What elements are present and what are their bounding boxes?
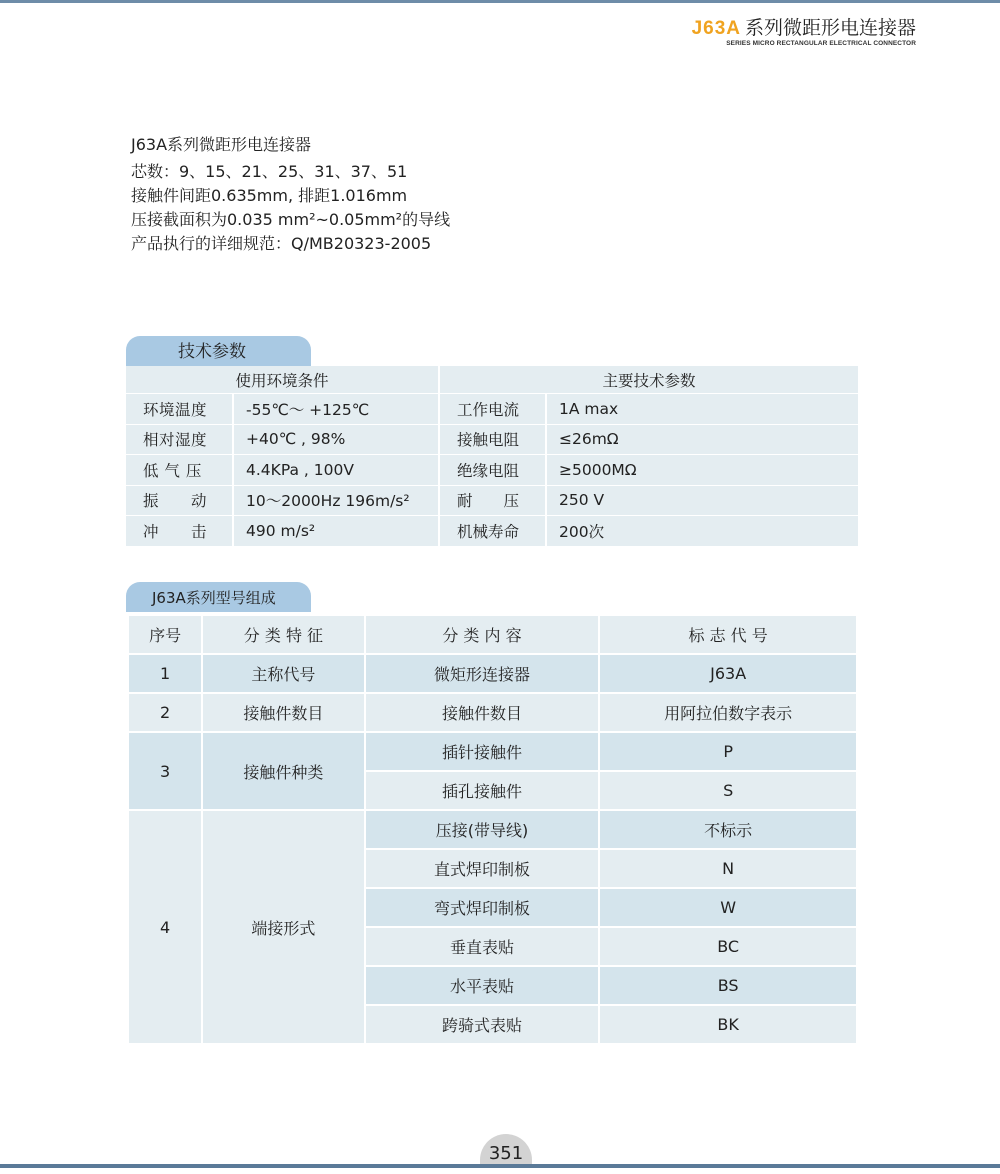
param-value: -55℃～ +125℃ xyxy=(233,394,439,425)
column-header: 序号 xyxy=(128,615,202,654)
page-number: 351 xyxy=(480,1134,532,1168)
code-cell: W xyxy=(599,888,857,927)
param-value: 10～2000Hz 196m/s² xyxy=(233,485,439,516)
row-number: 2 xyxy=(128,693,202,732)
table-row xyxy=(128,693,857,732)
feature-cell: 接触件数目 xyxy=(202,693,364,732)
param-label: 相对湿度 xyxy=(126,424,233,455)
content-cell: 跨骑式表贴 xyxy=(365,1005,600,1044)
model-tab: J63A系列型号组成 xyxy=(126,582,311,612)
table-row xyxy=(126,394,858,425)
param-label: 振 动 xyxy=(126,485,233,516)
content-cell: 垂直表贴 xyxy=(365,927,600,966)
intro-heading: J63A系列微距形电连接器 xyxy=(131,135,312,154)
param-value: 4.4KPa , 100V xyxy=(233,455,439,486)
intro-line: 产品执行的详细规范：Q/MB20323-2005 xyxy=(131,234,432,253)
param-label: 机械寿命 xyxy=(439,516,546,547)
intro-line: 芯数：9、15、21、25、31、37、51 xyxy=(131,162,408,181)
column-header: 分 类 特 征 xyxy=(202,615,364,654)
group-header-main: 主要技术参数 xyxy=(439,366,858,394)
param-label: 低 气 压 xyxy=(126,455,233,486)
content-cell: 插孔接触件 xyxy=(365,771,600,810)
intro-line: 接触件间距0.635mm, 排距1.016mm xyxy=(131,186,408,205)
param-label: 绝缘电阻 xyxy=(439,455,546,486)
feature-cell: 主称代号 xyxy=(202,654,364,693)
bottom-rule xyxy=(0,1164,1000,1168)
feature-cell: 接触件种类 xyxy=(202,732,364,810)
tech-params-table xyxy=(126,366,858,547)
content-cell: 直式焊印制板 xyxy=(365,849,600,888)
param-value: ≥5000MΩ xyxy=(546,455,858,486)
table-row xyxy=(128,810,857,849)
group-header-env: 使用环境条件 xyxy=(126,366,439,394)
table-row xyxy=(128,732,857,771)
table-row xyxy=(126,516,858,547)
code-cell: 不标示 xyxy=(599,810,857,849)
content-cell: 接触件数目 xyxy=(365,693,600,732)
param-value: 490 m/s² xyxy=(233,516,439,547)
content-cell: 水平表贴 xyxy=(365,966,600,1005)
param-value: 250 V xyxy=(546,485,858,516)
model-composition-table xyxy=(127,614,858,1045)
intro-block xyxy=(131,133,450,256)
tech-params-tab: 技术参数 xyxy=(126,336,311,366)
code-cell: 用阿拉伯数字表示 xyxy=(599,693,857,732)
content-cell: 插针接触件 xyxy=(365,732,600,771)
code-cell: J63A xyxy=(599,654,857,693)
feature-cell: 端接形式 xyxy=(202,810,364,1044)
column-header: 标 志 代 号 xyxy=(599,615,857,654)
param-value: 1A max xyxy=(546,394,858,425)
brand-logo: J63A xyxy=(691,18,741,39)
table-row xyxy=(126,424,858,455)
header-subtitle: SERIES MICRO RECTANGULAR ELECTRICAL CONNECTOR xyxy=(726,40,916,47)
row-number: 4 xyxy=(128,810,202,1044)
param-label: 冲 击 xyxy=(126,516,233,547)
param-label: 接触电阻 xyxy=(439,424,546,455)
page-header xyxy=(692,13,916,47)
code-cell: BS xyxy=(599,966,857,1005)
table-row xyxy=(126,485,858,516)
content-cell: 压接(带导线) xyxy=(365,810,600,849)
table-row xyxy=(126,455,858,486)
param-label: 环境温度 xyxy=(126,394,233,425)
intro-line: 压接截面积为0.035 mm²~0.05mm²的导线 xyxy=(131,210,451,229)
row-number: 1 xyxy=(128,654,202,693)
column-header: 分 类 内 容 xyxy=(365,615,600,654)
param-value: +40℃ , 98% xyxy=(233,424,439,455)
content-cell: 微矩形连接器 xyxy=(365,654,600,693)
table-row xyxy=(128,654,857,693)
header-title: 系列微距形电连接器 xyxy=(744,17,916,39)
content-cell: 弯式焊印制板 xyxy=(365,888,600,927)
code-cell: BC xyxy=(599,927,857,966)
param-value: ≤26mΩ xyxy=(546,424,858,455)
param-label: 耐 压 xyxy=(439,485,546,516)
param-value: 200次 xyxy=(546,516,858,547)
code-cell: BK xyxy=(599,1005,857,1044)
top-rule xyxy=(0,0,1000,3)
table-header-row xyxy=(128,615,857,654)
code-cell: P xyxy=(599,732,857,771)
code-cell: S xyxy=(599,771,857,810)
param-label: 工作电流 xyxy=(439,394,546,425)
code-cell: N xyxy=(599,849,857,888)
row-number: 3 xyxy=(128,732,202,810)
